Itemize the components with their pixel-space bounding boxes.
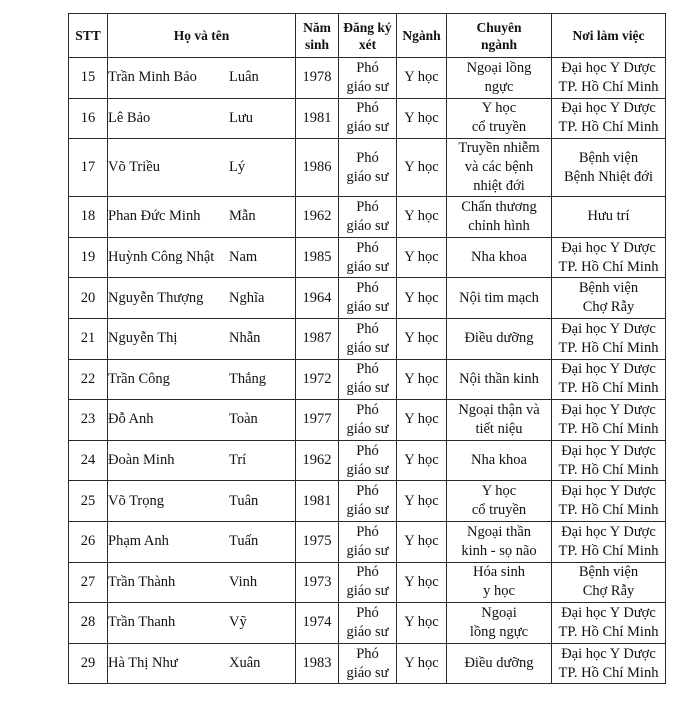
registration-line: Phó — [356, 198, 379, 215]
row-field: Y học — [397, 237, 447, 278]
table-row — [69, 400, 666, 441]
workplace-line: Chợ Rẫy — [582, 583, 635, 600]
row-workplace — [552, 139, 666, 197]
row-name-wrap — [108, 289, 295, 308]
row-given-name: Tuấn — [229, 533, 259, 550]
row-workplace — [552, 521, 666, 562]
row-full-name — [108, 562, 296, 603]
row-stt: 26 — [69, 521, 108, 562]
table-header-row — [69, 14, 666, 58]
row-name-wrap — [108, 451, 295, 470]
header-name: Họ và tên — [108, 14, 296, 58]
row-specialty — [447, 603, 552, 644]
header-birth-year-line: sinh — [304, 36, 330, 52]
workplace-line: TP. Hồ Chí Minh — [558, 78, 659, 95]
table-row — [69, 440, 666, 481]
table-row — [69, 359, 666, 400]
row-surname: Lê Bảo — [108, 109, 151, 126]
specialty-line: nhiệt đới — [473, 178, 525, 195]
row-name-wrap — [108, 109, 295, 128]
row-given-name: Nghĩa — [229, 289, 265, 306]
row-stt: 23 — [69, 400, 108, 441]
row-given-name: Thắng — [229, 370, 267, 387]
specialty-line: Ngoại thần — [466, 523, 532, 540]
workplace-line: Bệnh viện — [578, 149, 639, 166]
row-surname: Phạm Anh — [108, 533, 169, 550]
row-field: Y học — [397, 278, 447, 319]
row-name-wrap — [108, 573, 295, 592]
workplace-line: Đại học Y Dược — [561, 361, 656, 378]
specialty-line: cổ truyền — [471, 119, 527, 136]
row-workplace — [552, 481, 666, 522]
specialty-line: Ngoại thận và — [458, 401, 540, 418]
registration-line: giáo sư — [346, 420, 389, 437]
row-stt: 29 — [69, 643, 108, 684]
table-row — [69, 197, 666, 238]
registration-line: giáo sư — [346, 168, 389, 185]
row-given-name: Toàn — [229, 411, 258, 428]
row-given-name: Tuân — [229, 492, 259, 509]
row-registration — [339, 603, 397, 644]
row-full-name — [108, 237, 296, 278]
header-specialty-line: Chuyên — [476, 19, 522, 35]
row-specialty — [447, 139, 552, 197]
workplace-line: TP. Hồ Chí Minh — [558, 258, 659, 275]
row-birth-year: 1964 — [296, 278, 339, 319]
row-registration — [339, 562, 397, 603]
registration-line: giáo sư — [346, 664, 389, 681]
row-birth-year: 1962 — [296, 197, 339, 238]
row-given-name: Vinh — [229, 573, 258, 590]
specialty-line: và các bệnh — [464, 159, 534, 176]
row-workplace — [552, 237, 666, 278]
specialty-line: Nha khoa — [471, 249, 527, 266]
registration-line: Phó — [356, 401, 379, 418]
row-field: Y học — [397, 400, 447, 441]
row-workplace — [552, 359, 666, 400]
row-specialty — [447, 481, 552, 522]
row-registration — [339, 643, 397, 684]
row-full-name — [108, 58, 296, 99]
row-surname: Trần Thanh — [108, 614, 176, 631]
header-birth-year — [296, 14, 339, 58]
candidate-table — [68, 13, 666, 684]
header-stt: STT — [69, 14, 108, 58]
row-registration — [339, 400, 397, 441]
row-surname: Đỗ Anh — [108, 411, 154, 428]
row-specialty — [447, 237, 552, 278]
row-specialty — [447, 318, 552, 359]
workplace-line: TP. Hồ Chí Minh — [558, 461, 659, 478]
row-name-wrap — [108, 654, 295, 673]
row-full-name — [108, 481, 296, 522]
workplace-line: Bệnh Nhiệt đới — [563, 168, 654, 185]
row-name-wrap — [108, 532, 295, 551]
row-stt: 21 — [69, 318, 108, 359]
row-workplace — [552, 318, 666, 359]
row-full-name — [108, 318, 296, 359]
header-workplace: Nơi làm việc — [552, 14, 666, 58]
specialty-line: cổ truyền — [471, 502, 527, 519]
workplace-line: Đại học Y Dược — [561, 401, 656, 418]
row-field: Y học — [397, 139, 447, 197]
specialty-line: ngực — [484, 78, 514, 95]
table-body — [69, 58, 666, 684]
row-field: Y học — [397, 481, 447, 522]
row-field: Y học — [397, 359, 447, 400]
row-name-wrap — [108, 207, 295, 226]
row-name-wrap — [108, 492, 295, 511]
table-row — [69, 139, 666, 197]
specialty-line: Nội tim mạch — [459, 289, 539, 306]
specialty-line: Điều dưỡng — [464, 330, 534, 347]
row-given-name: Lưu — [229, 109, 253, 126]
specialty-line: Y học — [481, 483, 517, 500]
row-full-name — [108, 359, 296, 400]
row-full-name — [108, 278, 296, 319]
row-stt: 27 — [69, 562, 108, 603]
registration-line: giáo sư — [346, 583, 389, 600]
row-registration — [339, 359, 397, 400]
row-birth-year: 1981 — [296, 481, 339, 522]
row-name-wrap — [108, 68, 295, 87]
row-specialty — [447, 562, 552, 603]
row-full-name — [108, 139, 296, 197]
row-field: Y học — [397, 440, 447, 481]
specialty-line: tiết niệu — [475, 420, 523, 437]
row-full-name — [108, 603, 296, 644]
row-stt: 22 — [69, 359, 108, 400]
registration-line: giáo sư — [346, 339, 389, 356]
workplace-line: Bệnh viện — [578, 280, 639, 297]
row-name-wrap — [108, 613, 295, 632]
registration-line: Phó — [356, 239, 379, 256]
workplace-line: Đại học Y Dược — [561, 523, 656, 540]
row-surname: Nguyễn Thượng — [108, 289, 204, 306]
row-registration — [339, 58, 397, 99]
row-birth-year: 1972 — [296, 359, 339, 400]
header-field: Ngành — [397, 14, 447, 58]
row-full-name — [108, 98, 296, 139]
row-full-name — [108, 643, 296, 684]
row-workplace — [552, 278, 666, 319]
specialty-line: chỉnh hình — [468, 217, 530, 234]
registration-line: Phó — [356, 100, 379, 117]
table-row — [69, 481, 666, 522]
row-workplace — [552, 98, 666, 139]
header-registration — [339, 14, 397, 58]
row-specialty — [447, 440, 552, 481]
row-stt: 15 — [69, 58, 108, 99]
workplace-line: Đại học Y Dược — [561, 604, 656, 621]
table-row — [69, 58, 666, 99]
row-surname: Đoàn Minh — [108, 452, 175, 469]
registration-line: Phó — [356, 320, 379, 337]
row-stt: 16 — [69, 98, 108, 139]
registration-line: Phó — [356, 564, 379, 581]
registration-line: Phó — [356, 280, 379, 297]
row-specialty — [447, 643, 552, 684]
workplace-line: Hưu trí — [587, 208, 630, 225]
registration-line: giáo sư — [346, 380, 389, 397]
row-field: Y học — [397, 58, 447, 99]
row-given-name: Lý — [229, 159, 246, 176]
registration-line: giáo sư — [346, 78, 389, 95]
row-birth-year: 1981 — [296, 98, 339, 139]
workplace-line: Chợ Rẫy — [582, 299, 635, 316]
specialty-line: kinh - sọ não — [461, 542, 537, 559]
row-stt: 17 — [69, 139, 108, 197]
workplace-line: TP. Hồ Chí Minh — [558, 623, 659, 640]
row-workplace — [552, 440, 666, 481]
row-workplace — [552, 197, 666, 238]
row-given-name: Mẫn — [229, 208, 256, 225]
registration-line: Phó — [356, 604, 379, 621]
header-registration-line: xét — [358, 36, 377, 52]
row-field: Y học — [397, 521, 447, 562]
row-full-name — [108, 440, 296, 481]
registration-line: Phó — [356, 483, 379, 500]
registration-line: giáo sư — [346, 461, 389, 478]
table-row — [69, 318, 666, 359]
registration-line: giáo sư — [346, 542, 389, 559]
row-registration — [339, 318, 397, 359]
workplace-line: Đại học Y Dược — [561, 320, 656, 337]
workplace-line: TP. Hồ Chí Minh — [558, 380, 659, 397]
row-stt: 24 — [69, 440, 108, 481]
specialty-line: Y học — [481, 100, 517, 117]
registration-line: Phó — [356, 442, 379, 459]
workplace-line: Đại học Y Dược — [561, 59, 656, 76]
row-birth-year: 1977 — [296, 400, 339, 441]
row-workplace — [552, 562, 666, 603]
workplace-line: TP. Hồ Chí Minh — [558, 420, 659, 437]
row-registration — [339, 197, 397, 238]
row-registration — [339, 278, 397, 319]
row-stt: 25 — [69, 481, 108, 522]
row-name-wrap — [108, 329, 295, 348]
row-workplace — [552, 603, 666, 644]
specialty-line: y học — [483, 583, 515, 600]
row-name-wrap — [108, 158, 295, 177]
row-birth-year: 1987 — [296, 318, 339, 359]
specialty-line: Điều dưỡng — [464, 655, 534, 672]
table-row — [69, 643, 666, 684]
workplace-line: Đại học Y Dược — [561, 100, 656, 117]
row-birth-year: 1962 — [296, 440, 339, 481]
row-workplace — [552, 643, 666, 684]
row-surname: Trần Công — [108, 370, 170, 387]
row-full-name — [108, 400, 296, 441]
row-surname: Nguyễn Thị — [108, 330, 178, 347]
registration-line: Phó — [356, 645, 379, 662]
row-field: Y học — [397, 197, 447, 238]
workplace-line: TP. Hồ Chí Minh — [558, 339, 659, 356]
row-given-name: Vỹ — [229, 614, 247, 631]
row-name-wrap — [108, 248, 295, 267]
workplace-line: Đại học Y Dược — [561, 645, 656, 662]
row-birth-year: 1975 — [296, 521, 339, 562]
registration-line: giáo sư — [346, 299, 389, 316]
specialty-line: Chấn thương — [461, 198, 537, 215]
row-given-name: Xuân — [229, 655, 261, 672]
registration-line: Phó — [356, 523, 379, 540]
row-surname: Võ Triều — [108, 159, 160, 176]
workplace-line: TP. Hồ Chí Minh — [558, 664, 659, 681]
header-specialty — [447, 14, 552, 58]
specialty-line: Ngoại — [481, 604, 517, 621]
row-specialty — [447, 278, 552, 319]
row-specialty — [447, 400, 552, 441]
row-birth-year: 1973 — [296, 562, 339, 603]
registration-line: giáo sư — [346, 217, 389, 234]
row-surname: Hà Thị Như — [108, 655, 178, 672]
row-specialty — [447, 521, 552, 562]
row-birth-year: 1983 — [296, 643, 339, 684]
row-surname: Phan Đức Minh — [108, 208, 201, 225]
row-surname: Huỳnh Công Nhật — [108, 249, 215, 266]
row-given-name: Nam — [229, 249, 258, 266]
specialty-line: Hóa sinh — [473, 564, 525, 581]
row-specialty — [447, 98, 552, 139]
workplace-line: Đại học Y Dược — [561, 239, 656, 256]
row-registration — [339, 521, 397, 562]
specialty-line: Nội thần kinh — [459, 370, 539, 387]
row-full-name — [108, 521, 296, 562]
workplace-line: TP. Hồ Chí Minh — [558, 542, 659, 559]
row-workplace — [552, 58, 666, 99]
table-row — [69, 562, 666, 603]
row-registration — [339, 481, 397, 522]
row-field: Y học — [397, 562, 447, 603]
table-row — [69, 603, 666, 644]
row-birth-year: 1986 — [296, 139, 339, 197]
row-registration — [339, 237, 397, 278]
row-given-name: Trí — [229, 452, 247, 469]
row-field: Y học — [397, 98, 447, 139]
row-registration — [339, 440, 397, 481]
header-specialty-line: ngành — [480, 36, 518, 52]
row-stt: 18 — [69, 197, 108, 238]
row-registration — [339, 139, 397, 197]
row-specialty — [447, 58, 552, 99]
registration-line: giáo sư — [346, 502, 389, 519]
workplace-line: TP. Hồ Chí Minh — [558, 119, 659, 136]
row-field: Y học — [397, 643, 447, 684]
registration-line: giáo sư — [346, 623, 389, 640]
table-row — [69, 521, 666, 562]
row-stt: 20 — [69, 278, 108, 319]
registration-line: Phó — [356, 149, 379, 166]
registration-line: Phó — [356, 361, 379, 378]
row-registration — [339, 98, 397, 139]
row-full-name — [108, 197, 296, 238]
specialty-line: Nha khoa — [471, 452, 527, 469]
specialty-line: Truyền nhiễm — [458, 140, 540, 157]
row-surname: Võ Trọng — [108, 492, 165, 509]
specialty-line: lồng ngực — [469, 623, 529, 640]
row-workplace — [552, 400, 666, 441]
row-surname: Trần Thành — [108, 573, 176, 590]
row-field: Y học — [397, 603, 447, 644]
row-birth-year: 1974 — [296, 603, 339, 644]
workplace-line: Đại học Y Dược — [561, 442, 656, 459]
row-specialty — [447, 359, 552, 400]
table-row — [69, 237, 666, 278]
row-specialty — [447, 197, 552, 238]
workplace-line: Bệnh viện — [578, 564, 639, 581]
header-birth-year-line: Năm — [303, 19, 331, 35]
specialty-line: Ngoại lồng — [466, 59, 532, 76]
registration-line: giáo sư — [346, 258, 389, 275]
header-registration-line: Đăng ký — [343, 19, 392, 35]
row-field: Y học — [397, 318, 447, 359]
row-birth-year: 1985 — [296, 237, 339, 278]
row-given-name: Nhẫn — [229, 330, 261, 347]
workplace-line: Đại học Y Dược — [561, 483, 656, 500]
row-birth-year: 1978 — [296, 58, 339, 99]
table-row — [69, 98, 666, 139]
row-stt: 28 — [69, 603, 108, 644]
table-row — [69, 278, 666, 319]
row-surname: Trần Minh Bảo — [108, 69, 197, 86]
row-given-name: Luân — [229, 69, 259, 86]
workplace-line: TP. Hồ Chí Minh — [558, 502, 659, 519]
row-name-wrap — [108, 370, 295, 389]
registration-line: giáo sư — [346, 119, 389, 136]
row-stt: 19 — [69, 237, 108, 278]
row-name-wrap — [108, 410, 295, 429]
registration-line: Phó — [356, 59, 379, 76]
